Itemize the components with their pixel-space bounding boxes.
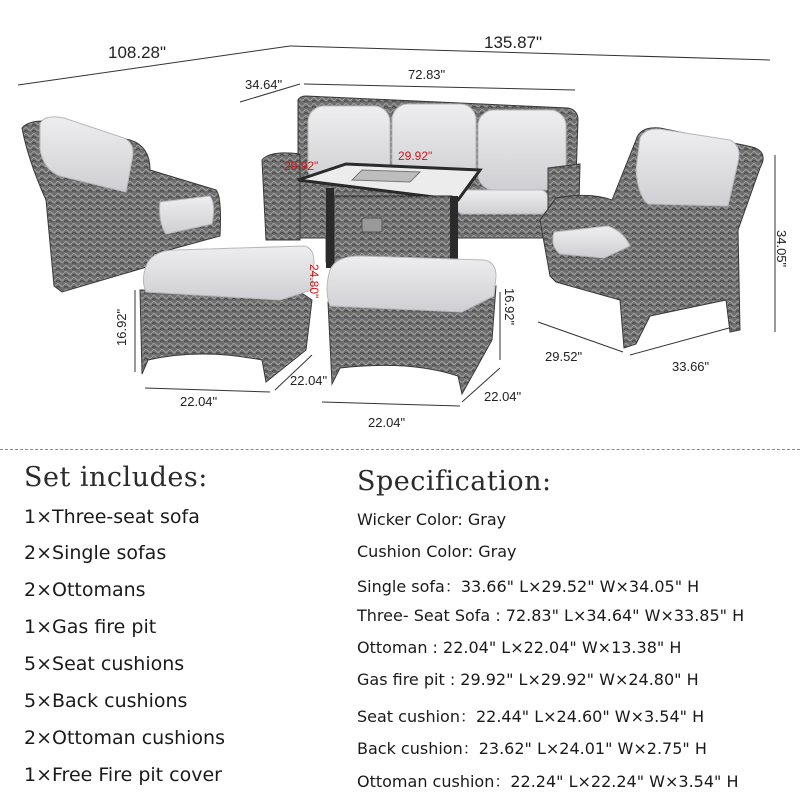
center-ottoman-width-label: 22.04" xyxy=(368,415,406,430)
spec-single-sofa: Single sofa：33.66" L×29.52" W×34.05" H xyxy=(357,577,700,596)
section-divider xyxy=(0,449,800,450)
set-includes-heading: Set includes: xyxy=(24,462,208,493)
set-item-ottoman-cushions: 2×Ottoman cushions xyxy=(24,727,225,749)
spec-wicker-color: Wicker Color: Gray xyxy=(357,510,507,529)
overall-width-label: 135.87" xyxy=(484,33,543,52)
set-item-seat-cushions: 5×Seat cushions xyxy=(24,653,185,675)
set-item-fire-pit: 1×Gas fire pit xyxy=(24,616,157,638)
center-ottoman xyxy=(327,256,496,394)
sofa-width-label: 72.83" xyxy=(408,67,446,82)
specification-heading: Specification: xyxy=(357,466,552,497)
spec-three-seat-sofa: Three- Seat Sofa : 72.83" L×34.64" W×33.85" H xyxy=(357,606,745,625)
left-ottoman-width-label: 22.04" xyxy=(180,394,218,409)
left-ottoman xyxy=(140,246,314,382)
spec-ottoman-cushion: Ottoman cushion：22.24" L×22.24" W×3.54" H xyxy=(357,772,739,791)
fire-pit-width-label: 29.92" xyxy=(398,149,433,163)
chair-height-label: 34.05" xyxy=(774,230,789,268)
center-ottoman-depth-label: 22.04" xyxy=(484,389,522,404)
spec-ottoman: Ottoman : 22.04" L×22.04" W×13.38" H xyxy=(357,638,682,657)
chair-depth-label: 29.52" xyxy=(545,349,583,364)
set-item-ottomans: 2×Ottomans xyxy=(24,579,146,601)
set-item-fire-pit-cover: 1×Free Fire pit cover xyxy=(24,764,222,786)
center-ottoman-height-label: 16.92" xyxy=(502,288,517,326)
spec-gas-fire-pit: Gas fire pit : 29.92" L×29.92" W×24.80" H xyxy=(357,670,699,689)
set-item-sofa: 1×Three-seat sofa xyxy=(24,506,200,528)
spec-cushion-color: Cushion Color: Gray xyxy=(357,542,517,561)
set-item-single-sofas: 2×Single sofas xyxy=(24,542,167,564)
fire-pit-depth-label: 29.92" xyxy=(284,159,319,173)
sofa-depth-label: 34.64" xyxy=(245,77,283,92)
fire-pit-height-label: 24.80" xyxy=(307,264,321,299)
set-item-back-cushions: 5×Back cushions xyxy=(24,690,188,712)
left-ottoman-height-label: 16.92" xyxy=(114,308,129,346)
left-ottoman-depth-label: 22.04" xyxy=(290,373,328,388)
spec-back-cushion: Back cushion：23.62" L×24.01" W×2.75" H xyxy=(357,739,707,758)
overall-depth-label: 108.28" xyxy=(108,43,167,62)
spec-seat-cushion: Seat cushion：22.44" L×24.60" W×3.54" H xyxy=(357,707,705,726)
chair-width-label: 33.66" xyxy=(672,359,710,374)
